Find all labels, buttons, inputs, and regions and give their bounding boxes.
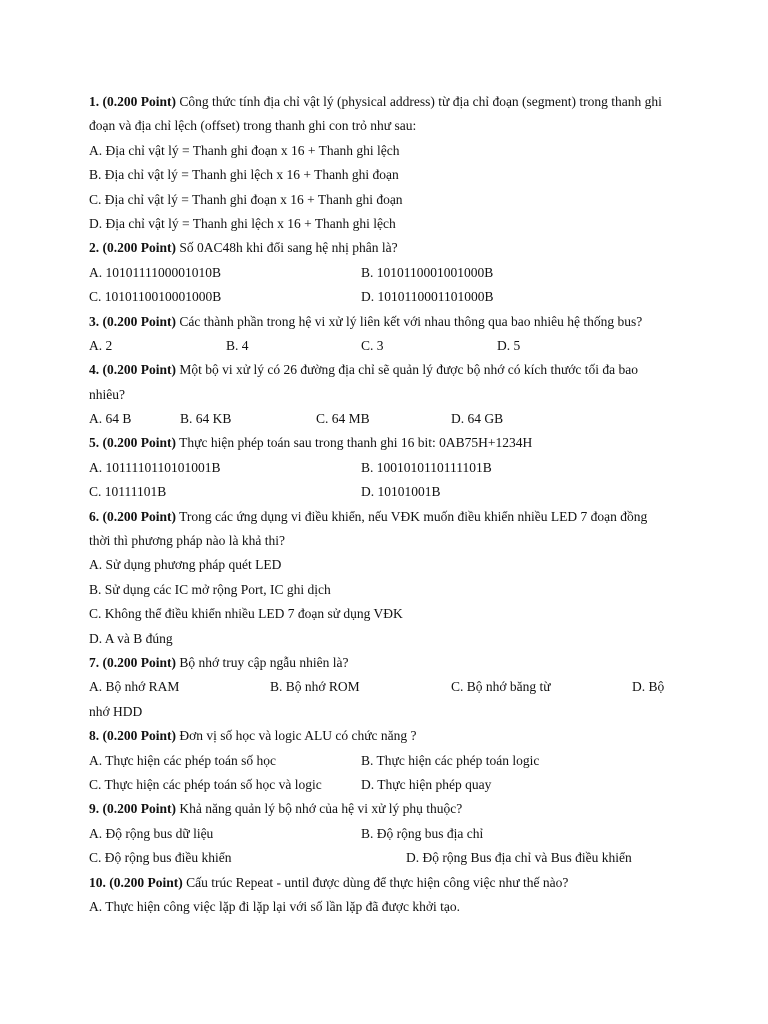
option-text: C. 3 xyxy=(361,337,384,353)
question-6-stem xyxy=(89,505,679,529)
question-number: 5. xyxy=(89,435,100,451)
option-text: A. Địa chỉ vật lý = Thanh ghi đoạn x 16 + Thanh ghi lệch xyxy=(89,142,400,158)
question-1-option-c xyxy=(89,188,679,212)
question-text: Các thành phần trong hệ vi xử lý liên kết với nhau thông qua bao nhiêu hệ thống bus? xyxy=(179,313,643,329)
question-1-stem-cont xyxy=(89,114,679,138)
option-text: D. Độ rộng Bus địa chỉ và Bus điều khiển xyxy=(406,850,632,866)
question-number: 7. xyxy=(89,654,100,670)
question-2-options-row-1 xyxy=(89,261,679,285)
option-text: A. Bộ nhớ RAM xyxy=(89,679,180,695)
question-9-options-row-2 xyxy=(89,846,679,870)
question-8-options-row-1 xyxy=(89,749,679,773)
question-points: (0.200 Point) xyxy=(102,435,176,451)
question-number: 8. xyxy=(89,728,100,744)
question-text: Công thức tính địa chỉ vật lý (physical address) từ địa chỉ đoạn (segment) trong thanh ghi xyxy=(179,94,662,109)
question-text: Số 0AC48h khi đổi sang hệ nhị phân là? xyxy=(179,240,398,256)
option-text: C. 64 MB xyxy=(316,411,370,427)
option-text: D. Bộ xyxy=(632,679,665,695)
question-text: Trong các ứng dụng vi điều khiển, nếu VĐK muốn điều khiển nhiều LED 7 đoạn đồng xyxy=(179,508,648,524)
option-text: D. A và B đúng xyxy=(89,630,173,646)
question-points: (0.200 Point) xyxy=(102,508,176,524)
option-text: D. 1010110001101000B xyxy=(361,289,494,305)
question-number: 10. xyxy=(89,874,106,890)
question-number: 3. xyxy=(89,313,100,329)
option-text: C. Bộ nhớ băng từ xyxy=(451,679,551,695)
option-text: C. Độ rộng bus điều khiển xyxy=(89,850,232,866)
question-8-options-row-2 xyxy=(89,773,679,797)
question-5-options-row-2 xyxy=(89,480,679,504)
option-text: C. 1010110010001000B xyxy=(89,289,222,305)
question-3-stem xyxy=(89,310,679,334)
option-text: D. Địa chỉ vật lý = Thanh ghi lệch x 16 + Thanh ghi lệch xyxy=(89,215,396,231)
question-number: 2. xyxy=(89,240,100,256)
question-text: Đơn vị số học và logic ALU có chức năng ? xyxy=(179,728,417,744)
option-text: A. Thực hiện các phép toán số học xyxy=(89,752,277,768)
option-text: A. Thực hiện công việc lặp đi lặp lại với số lần lặp đã được khởi tạo. xyxy=(89,898,460,914)
question-9-options-row-1 xyxy=(89,822,679,846)
question-number: 9. xyxy=(89,801,100,817)
question-points: (0.200 Point) xyxy=(102,654,176,670)
question-points: (0.200 Point) xyxy=(109,874,183,890)
option-text: B. Độ rộng bus địa chỉ xyxy=(361,825,484,841)
question-1-option-d xyxy=(89,212,679,236)
option-text: C. Không thể điều khiển nhiều LED 7 đoạn sử dụng VĐK xyxy=(89,606,403,622)
option-text: D. 5 xyxy=(497,337,521,353)
question-7-stem xyxy=(89,651,679,675)
question-number: 1. xyxy=(89,94,100,109)
question-2-stem xyxy=(89,236,679,260)
option-text: B. Sử dụng các IC mở rộng Port, IC ghi dịch xyxy=(89,581,331,597)
option-text: D. 10101001B xyxy=(361,484,441,500)
option-text: C. Địa chỉ vật lý = Thanh ghi đoạn x 16 + Thanh ghi đoạn xyxy=(89,191,403,207)
question-4-stem xyxy=(89,358,679,382)
option-text: A. 2 xyxy=(89,337,113,353)
question-10-stem xyxy=(89,871,679,895)
question-6-option-b xyxy=(89,578,679,602)
question-6-option-c xyxy=(89,602,679,626)
question-points: (0.200 Point) xyxy=(102,728,176,744)
question-5-stem xyxy=(89,431,679,455)
option-text: B. Địa chỉ vật lý = Thanh ghi lệch x 16 + Thanh ghi đoạn xyxy=(89,167,399,183)
question-text: Một bộ vi xử lý có 26 đường địa chỉ sẽ quản lý được bộ nhớ có kích thước tối đa bao xyxy=(179,362,638,378)
question-1-option-b xyxy=(89,163,679,187)
option-text: B. 4 xyxy=(226,337,249,353)
option-text: C. 10111101B xyxy=(89,484,167,500)
option-text: C. Thực hiện các phép toán số học và logic xyxy=(89,776,322,792)
question-text: đoạn và địa chỉ lệch (offset) trong thanh ghi con trỏ như sau: xyxy=(89,118,417,134)
question-4-options-row xyxy=(89,407,679,431)
question-points: (0.200 Point) xyxy=(102,801,176,817)
question-9-stem xyxy=(89,797,679,821)
question-text: Bộ nhớ truy cập ngẫu nhiên là? xyxy=(179,654,349,670)
question-7-option-d-cont xyxy=(89,700,679,724)
question-text: Khả năng quản lý bộ nhớ của hệ vi xử lý phụ thuộc? xyxy=(179,801,463,817)
question-text: Cấu trúc Repeat - until được dùng để thực hiện công việc như thế nào? xyxy=(186,874,569,890)
question-6-option-d xyxy=(89,627,679,651)
question-10-option-a xyxy=(89,895,679,919)
option-text: nhớ HDD xyxy=(89,703,143,719)
question-points: (0.200 Point) xyxy=(102,240,176,256)
question-list xyxy=(89,90,679,919)
question-5-options-row-1 xyxy=(89,456,679,480)
option-text: B. Thực hiện các phép toán logic xyxy=(361,752,540,768)
option-text: B. 64 KB xyxy=(180,411,232,427)
question-text: Thực hiện phép toán sau trong thanh ghi 16 bit: 0AB75H+1234H xyxy=(179,435,533,451)
question-7-options-row xyxy=(89,675,679,699)
option-text: A. 64 B xyxy=(89,411,132,427)
option-text: B. 1001010110111101B xyxy=(361,459,492,475)
question-1-option-a xyxy=(89,139,679,163)
question-3-options-row xyxy=(89,334,679,358)
question-6-option-a xyxy=(89,553,679,577)
option-text: B. 1010110001001000B xyxy=(361,264,494,280)
option-text: A. Sử dụng phương pháp quét LED xyxy=(89,557,282,573)
question-8-stem xyxy=(89,724,679,748)
option-text: A. 1010111100001010B xyxy=(89,264,222,280)
question-1-stem xyxy=(89,90,679,114)
question-2-options-row-2 xyxy=(89,285,679,309)
option-text: A. 1011110110101001B xyxy=(89,459,221,475)
question-points: (0.200 Point) xyxy=(102,94,176,109)
question-4-stem-cont xyxy=(89,383,679,407)
question-6-stem-cont xyxy=(89,529,679,553)
question-points: (0.200 Point) xyxy=(102,362,176,378)
option-text: D. Thực hiện phép quay xyxy=(361,776,492,792)
question-number: 4. xyxy=(89,362,100,378)
question-text: nhiêu? xyxy=(89,386,125,402)
option-text: D. 64 GB xyxy=(451,411,504,427)
question-number: 6. xyxy=(89,508,100,524)
option-text: B. Bộ nhớ ROM xyxy=(270,679,360,695)
question-points: (0.200 Point) xyxy=(102,313,176,329)
option-text: A. Độ rộng bus dữ liệu xyxy=(89,825,214,841)
question-text: thời thì phương pháp nào là khả thi? xyxy=(89,533,285,549)
